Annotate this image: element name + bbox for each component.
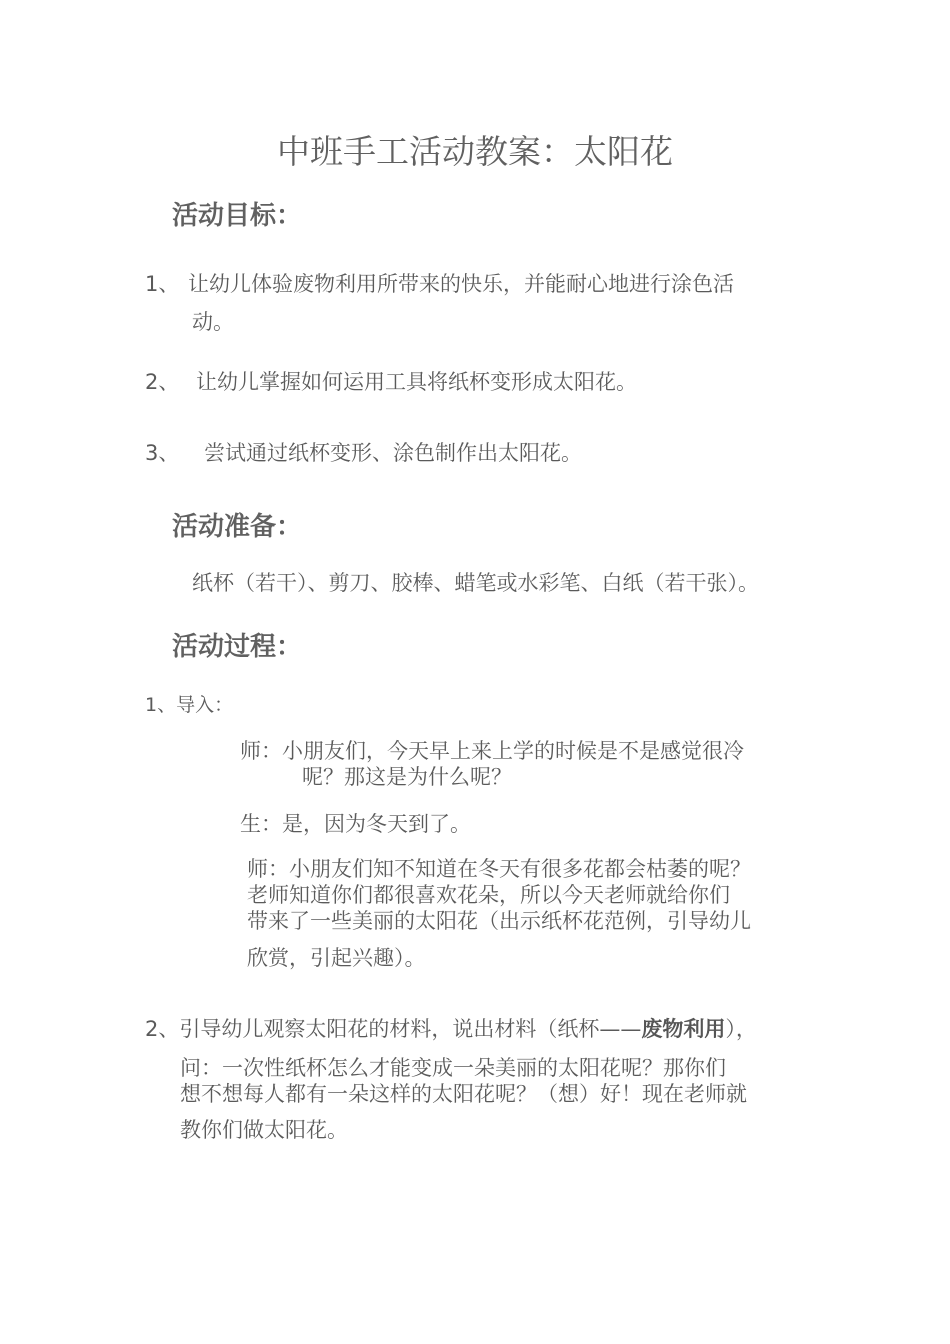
dialog-3-line3: 带来了一些美丽的太阳花（出示纸杯花范例，引导幼儿 <box>247 909 751 933</box>
dialog-2-line1: 生：是，因为冬天到了。 <box>240 812 471 836</box>
step2-line1 <box>145 1013 757 1043</box>
step2-emphasis: 废物利用 <box>641 1017 726 1041</box>
step2-line4: 教你们做太阳花。 <box>180 1118 348 1142</box>
goal-1-line2: 动。 <box>192 310 234 334</box>
goals-heading: 活动目标： <box>172 201 303 231</box>
step2-line2: 问：一次性纸杯怎么才能变成一朵美丽的太阳花呢？那你们 <box>180 1056 726 1080</box>
dialog-3-line1: 师：小朋友们知不知道在冬天有很多花都会枯萎的呢？ <box>247 857 751 881</box>
dialog-3-line2: 老师知道你们都很喜欢花朵，所以今天老师就给你们 <box>247 883 730 907</box>
goal-3-text: 尝试通过纸杯变形、涂色制作出太阳花。 <box>204 441 582 465</box>
goal-2-number: 2、 <box>145 370 180 394</box>
step2-line1-text: 2、引导幼儿观察太阳花的材料，说出材料（纸杯—— <box>145 1017 642 1041</box>
goal-2-text: 让幼儿掌握如何运用工具将纸杯变形成太阳花。 <box>196 370 637 394</box>
prep-heading: 活动准备： <box>172 512 303 542</box>
goal-3-number: 3、 <box>145 441 180 465</box>
process-heading: 活动过程： <box>172 632 303 662</box>
goal-1-number: 1、 <box>145 272 180 296</box>
page-title: 中班手工活动教案：太阳花 <box>277 132 673 171</box>
prep-text: 纸杯（若干）、剪刀、胶棒、蜡笔或水彩笔、白纸（若干张）。 <box>192 571 759 595</box>
step2-line3: 想不想每人都有一朵这样的太阳花呢？（想）好！现在老师就 <box>180 1082 747 1106</box>
step1-label: 1、导入： <box>145 694 234 716</box>
step2-line1-end: ）， <box>725 1017 757 1041</box>
dialog-3-line4: 欣赏，引起兴趣）。 <box>247 946 426 970</box>
dialog-1-line1: 师：小朋友们，今天早上来上学的时候是不是感觉很冷 <box>240 739 744 763</box>
dialog-1-line2: 呢？那这是为什么呢？ <box>302 765 512 789</box>
goal-1-line1: 让幼儿体验废物利用所带来的快乐，并能耐心地进行涂色活 <box>188 272 734 296</box>
